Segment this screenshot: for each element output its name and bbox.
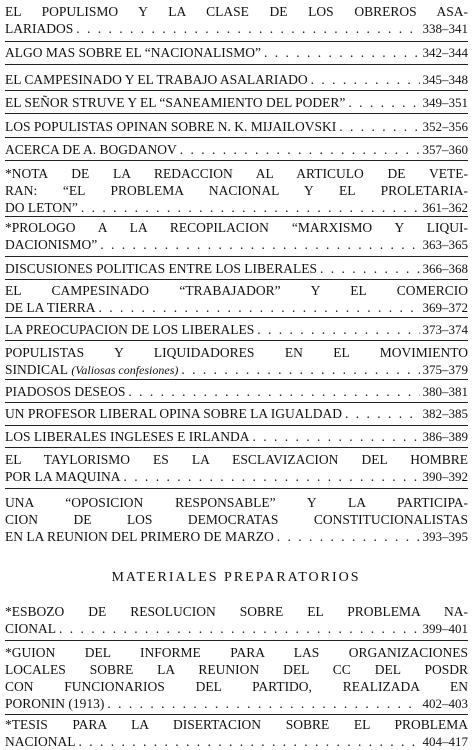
- divider: [5, 640, 468, 641]
- entry-pages: 386–389: [422, 429, 468, 444]
- toc-entry: [5, 94, 468, 111]
- entry-pages: 390–392: [422, 469, 468, 484]
- leader-dots: [277, 528, 420, 545]
- toc-entry: [5, 344, 468, 379]
- toc-entry: [5, 219, 468, 253]
- entry-title-line: EL TAYLORISMO ES LA ESCLAVIZACION DEL HOMBRE: [5, 452, 468, 467]
- entry-title-line: DACIONISMO”: [5, 237, 98, 252]
- entry-title-line: EL CAMPESINADO Y EL TRABAJO ASALARIADO: [5, 72, 308, 87]
- entry-title-line: UNA “OPOSICION RESPONSABLE” Y LA PARTICIPA-: [5, 495, 468, 510]
- entry-pages: 363–365: [422, 237, 468, 252]
- entry-pages: 366–368: [422, 261, 468, 276]
- toc-entry: [5, 260, 468, 277]
- leader-dots: [59, 620, 420, 637]
- entry-title-line: ACERCA DE A. BOGDANOV: [5, 142, 177, 157]
- section-heading: MATERIALES PREPARATORIOS: [111, 570, 361, 585]
- divider: [5, 137, 468, 138]
- entry-title-line: PIADOSOS DESEOS: [5, 384, 126, 399]
- entry-title-line: EL SEÑOR STRUVE Y EL “SANEAMIENTO DEL PODER”: [5, 95, 346, 110]
- divider: [5, 113, 468, 114]
- divider: [5, 402, 468, 403]
- toc-entry: [5, 282, 468, 316]
- entry-title-line: *GUION DEL INFORME PARA LAS ORGANIZACIONES: [5, 645, 468, 660]
- entry-subtitle: (Valiosas confesiones): [71, 363, 179, 377]
- leader-dots: [124, 468, 420, 485]
- divider: [5, 379, 468, 380]
- toc-entry: [5, 118, 468, 135]
- divider: [5, 41, 468, 42]
- leader-dots: [128, 383, 419, 400]
- entry-pages: 404–417: [422, 734, 468, 749]
- divider: [5, 279, 468, 280]
- toc-entry: [5, 603, 468, 637]
- entry-title-line: RAN: “EL PROBLEMA NACIONAL Y EL PROLETARIA-: [5, 183, 468, 198]
- entry-title-line: *PROLOGO A LA RECOPILACION “MARXISMO Y LIQUI-: [5, 220, 468, 235]
- entry-pages: 352–356: [422, 119, 468, 134]
- entry-title-line: LOCALES SOBRE LA REUNION DEL CC DEL POSDR: [5, 662, 468, 677]
- toc-entry: [5, 71, 468, 88]
- entry-title-line: PORONIN: [5, 696, 66, 711]
- entry-pages: 369–372: [422, 300, 468, 315]
- entry-pages: 349–351: [422, 95, 468, 110]
- entry-title-line: LOS LIBERALES INGLESES E IRLANDA: [5, 429, 250, 444]
- toc-entry: [5, 165, 468, 216]
- divider: [5, 488, 468, 489]
- entry-title-line: EL CAMPESINADO “TRABAJADOR” Y EL COMERCIO: [5, 283, 468, 298]
- divider: [5, 90, 468, 91]
- entry-title-line: *NOTA DE LA REDACCION AL ARTICULO DE VETE-: [5, 166, 468, 181]
- entry-pages: 338–341: [422, 21, 468, 36]
- entry-pages: 393–395: [422, 529, 468, 544]
- entry-title-line: LA PREOCUPACION DE LOS LIBERALES: [5, 322, 255, 337]
- leader-dots: [99, 299, 420, 316]
- entry-pages: 342–344: [422, 45, 468, 60]
- divider: [5, 256, 468, 257]
- divider: [5, 216, 468, 217]
- entry-title-line: UN PROFESOR LIBERAL OPINA SOBRE LA IGUALDAD: [5, 406, 343, 421]
- entry-title-line: DE LA TIERRA: [5, 300, 96, 315]
- toc-entry: [5, 644, 468, 712]
- entry-title-line: DO LETON”: [5, 200, 78, 215]
- toc-entry: [5, 716, 468, 750]
- leader-dots: [180, 141, 420, 158]
- entry-title-line: NACIONAL: [5, 734, 76, 749]
- toc-entry: [5, 141, 468, 158]
- entry-title-line: EL POPULISMO Y LA CLASE DE LOS OBREROS ASA-: [5, 4, 468, 19]
- divider: [5, 317, 468, 318]
- divider: [5, 447, 468, 448]
- entry-title-line: LARIADOS: [5, 21, 74, 36]
- entry-pages: 399–401: [422, 621, 468, 636]
- toc-entry: [5, 383, 468, 400]
- entry-pages: 345–348: [422, 72, 468, 87]
- toc-entry: [5, 405, 468, 422]
- leader-dots: [100, 236, 419, 253]
- entry-pages: 380–381: [422, 384, 468, 399]
- divider: [5, 340, 468, 341]
- entry-pages: 402–403: [422, 696, 468, 711]
- entry-title-line: DISCUSIONES POLITICAS ENTRE LOS LIBERALES: [5, 261, 318, 276]
- divider: [5, 425, 468, 426]
- entry-pages: 375–379: [422, 362, 468, 377]
- entry-pages: 357–360: [422, 142, 468, 157]
- leader-dots: [339, 118, 419, 135]
- entry-pages: 382–385: [422, 406, 468, 421]
- toc-entry: [5, 494, 468, 545]
- leader-dots: [81, 199, 420, 216]
- divider: [5, 714, 468, 715]
- leader-dots: [345, 405, 419, 422]
- leader-dots: [181, 361, 419, 378]
- toc-entry: [5, 3, 468, 37]
- entry-title-line: *ESBOZO DE RESOLUCION SOBRE EL PROBLEMA NA-: [5, 604, 468, 619]
- entry-title-line: POR LA MAQUINA: [5, 469, 121, 484]
- entry-year: (1913): [68, 696, 105, 711]
- entry-title-line: CION DE LOS DEMOCRATAS CONSTITUCIONALISTAS: [5, 512, 468, 527]
- leader-dots: [320, 260, 419, 277]
- divider: [5, 64, 468, 65]
- leader-dots: [76, 20, 419, 37]
- leader-dots: [311, 71, 420, 88]
- entry-title-line: EN LA REUNION DEL PRIMERO DE MARZO: [5, 529, 274, 544]
- leader-dots: [264, 44, 420, 61]
- divider: [5, 160, 468, 161]
- leader-dots: [107, 695, 419, 712]
- entry-title-line: CON FUNCIONARIOS DEL PARTIDO, REALIZADA EN: [5, 679, 468, 694]
- entry-title-line: LOS POPULISTAS OPINAN SOBRE N. K. MIJAILOVSKI: [5, 119, 337, 134]
- toc-entry: [5, 428, 468, 445]
- toc-entry: [5, 451, 468, 485]
- entry-title-line: CIONAL: [5, 621, 56, 636]
- entry-title-line: SINDICAL: [5, 362, 68, 377]
- toc-entry: [5, 44, 468, 61]
- entry-title-line: ALGO MAS SOBRE EL “NACIONALISMO”: [5, 45, 261, 60]
- entry-title-line: *TESIS PARA LA DISERTACION SOBRE EL PROBLEMA: [5, 717, 468, 732]
- entry-pages: 373–374: [422, 322, 468, 337]
- leader-dots: [257, 321, 419, 338]
- leader-dots: [348, 94, 419, 111]
- entry-title-line: POPULISTAS Y LIQUIDADORES EN EL MOVIMIENTO: [5, 345, 468, 360]
- leader-dots: [79, 733, 420, 750]
- toc-entry: [5, 321, 468, 338]
- entry-pages: 361–362: [422, 200, 468, 215]
- leader-dots: [253, 428, 420, 445]
